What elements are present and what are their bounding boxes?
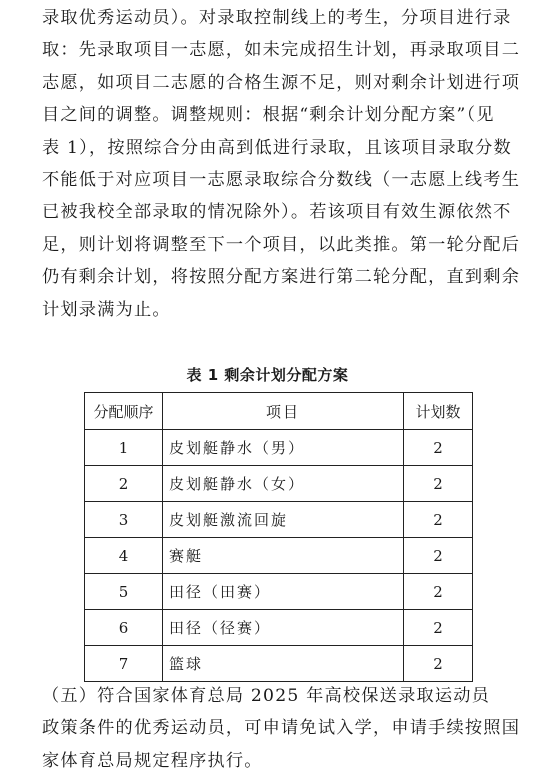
header-item: 项目 bbox=[163, 393, 404, 430]
cell-order: 7 bbox=[85, 646, 163, 682]
cell-count: 2 bbox=[404, 574, 473, 610]
table-caption: 表 1 剩余计划分配方案 bbox=[186, 366, 349, 384]
cell-order: 4 bbox=[85, 538, 163, 574]
table-row bbox=[85, 502, 473, 538]
cell-count: 2 bbox=[404, 430, 473, 466]
table-row bbox=[85, 574, 473, 610]
cell-count: 2 bbox=[404, 610, 473, 646]
cell-count: 2 bbox=[404, 502, 473, 538]
paragraph-line: （五）符合国家体育总局 2025 年高校保送录取运动员 bbox=[42, 686, 491, 706]
paragraph-line: 志愿，如项目二志愿的合格生源不足，则对剩余计划进行项 bbox=[42, 72, 521, 93]
cell-item: 皮划艇激流回旋 bbox=[163, 502, 404, 538]
cell-order: 5 bbox=[85, 574, 163, 610]
cell-item: 皮划艇静水（男） bbox=[163, 430, 404, 466]
table-header-row bbox=[85, 393, 473, 430]
table-row bbox=[85, 538, 473, 574]
admission-rules-paragraph bbox=[42, 2, 521, 326]
cell-item: 田径（田赛） bbox=[163, 574, 404, 610]
paragraph-line: 仍有剩余计划，将按照分配方案进行第二轮分配，直到剩余 bbox=[42, 267, 521, 288]
cell-item: 田径（径赛） bbox=[163, 610, 404, 646]
paragraph-line: 计划录满为止。 bbox=[42, 299, 171, 320]
paragraph-line: 表 1），按照综合分由高到低进行录取，且该项目录取分数 bbox=[42, 137, 512, 158]
cell-item: 赛艇 bbox=[163, 538, 404, 574]
table-row bbox=[85, 430, 473, 466]
paragraph-line: 不能低于对应项目一志愿录取综合分数线（一志愿上线考生 bbox=[42, 170, 521, 191]
paragraph-line: 录取优秀运动员）。对录取控制线上的考生，分项目进行录 bbox=[42, 8, 512, 28]
paragraph-line: 目之间的调整。调整规则：根据“剩余计划分配方案”（见 bbox=[42, 105, 495, 126]
paragraph-line: 政策条件的优秀运动员，可申请免试入学，申请手续按照国 bbox=[42, 718, 521, 739]
exemption-paragraph bbox=[42, 680, 521, 777]
table-row bbox=[85, 466, 473, 502]
cell-count: 2 bbox=[404, 646, 473, 682]
cell-order: 6 bbox=[85, 610, 163, 646]
paragraph-line: 取：先录取项目一志愿，如未完成招生计划，再录取项目二 bbox=[42, 40, 521, 61]
table-row bbox=[85, 610, 473, 646]
header-count: 计划数 bbox=[404, 393, 473, 430]
cell-order: 2 bbox=[85, 466, 163, 502]
allocation-table bbox=[84, 392, 473, 682]
cell-order: 1 bbox=[85, 430, 163, 466]
paragraph-line: 家体育总局规定程序执行。 bbox=[42, 750, 263, 771]
paragraph-line: 已被我校全部录取的情况除外）。若该项目有效生源依然不 bbox=[42, 202, 512, 223]
cell-item: 皮划艇静水（女） bbox=[163, 466, 404, 502]
cell-order: 3 bbox=[85, 502, 163, 538]
paragraph-line: 足，则计划将调整至下一个项目，以此类推。第一轮分配后 bbox=[42, 234, 521, 255]
cell-count: 2 bbox=[404, 538, 473, 574]
cell-item: 篮球 bbox=[163, 646, 404, 682]
cell-count: 2 bbox=[404, 466, 473, 502]
header-order: 分配顺序 bbox=[85, 393, 163, 430]
table-row bbox=[85, 646, 473, 682]
